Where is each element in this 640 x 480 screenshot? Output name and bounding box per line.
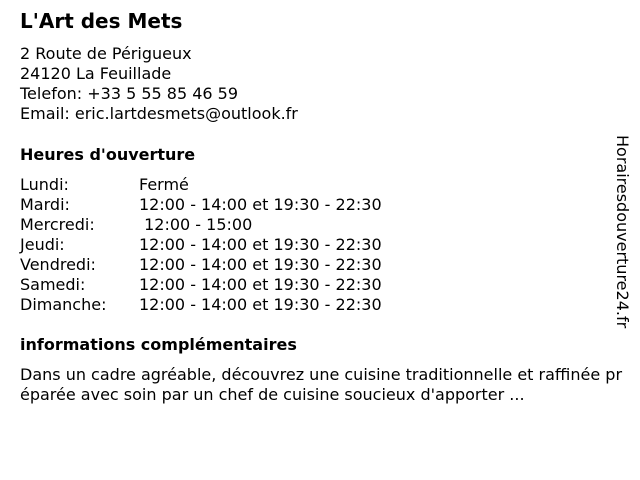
hours-row-wednesday [20,215,382,235]
hours-day: Mardi: [20,195,70,214]
hours-day: Mercredi: [20,215,95,234]
address-line-city: 24120 La Feuillade [20,64,172,83]
hours-time: 12:00 - 14:00 et 19:30 - 22:30 [139,195,382,214]
hours-day: Vendredi: [20,255,96,274]
description-text: Dans un cadre agréable, découvrez une cuisine traditionnelle et raffinée préparée avec soin par un chef de cuisine soucieux d'apporter ... [20,365,623,404]
additional-info-heading: informations complémentaires [20,335,297,354]
contact-block [20,44,298,124]
hours-day: Dimanche: [20,295,107,314]
hours-time: Fermé [139,175,189,194]
hours-row-friday [20,255,382,275]
hours-row-thursday [20,235,382,255]
hours-day: Lundi: [20,175,69,194]
hours-time: 12:00 - 15:00 [139,215,253,234]
hours-time: 12:00 - 14:00 et 19:30 - 22:30 [139,255,382,274]
hours-day: Samedi: [20,275,86,294]
hours-row-tuesday [20,195,382,215]
hours-day: Jeudi: [20,235,65,254]
hours-time: 12:00 - 14:00 et 19:30 - 22:30 [139,275,382,294]
email-address: Email: eric.lartdesmets@outlook.fr [20,104,298,123]
business-name: L'Art des Mets [20,9,183,33]
opening-hours-heading: Heures d'ouverture [20,145,196,164]
phone-number: Telefon: +33 5 55 85 46 59 [20,84,239,103]
hours-time: 12:00 - 14:00 et 19:30 - 22:30 [139,295,382,314]
hours-row-monday [20,175,382,195]
hours-row-saturday [20,275,382,295]
hours-time: 12:00 - 14:00 et 19:30 - 22:30 [139,235,382,254]
opening-hours-table [20,175,382,315]
address-line-street: 2 Route de Périgueux [20,44,192,63]
site-watermark: Horairesdouverture24.fr [613,135,632,329]
hours-row-sunday [20,295,382,315]
